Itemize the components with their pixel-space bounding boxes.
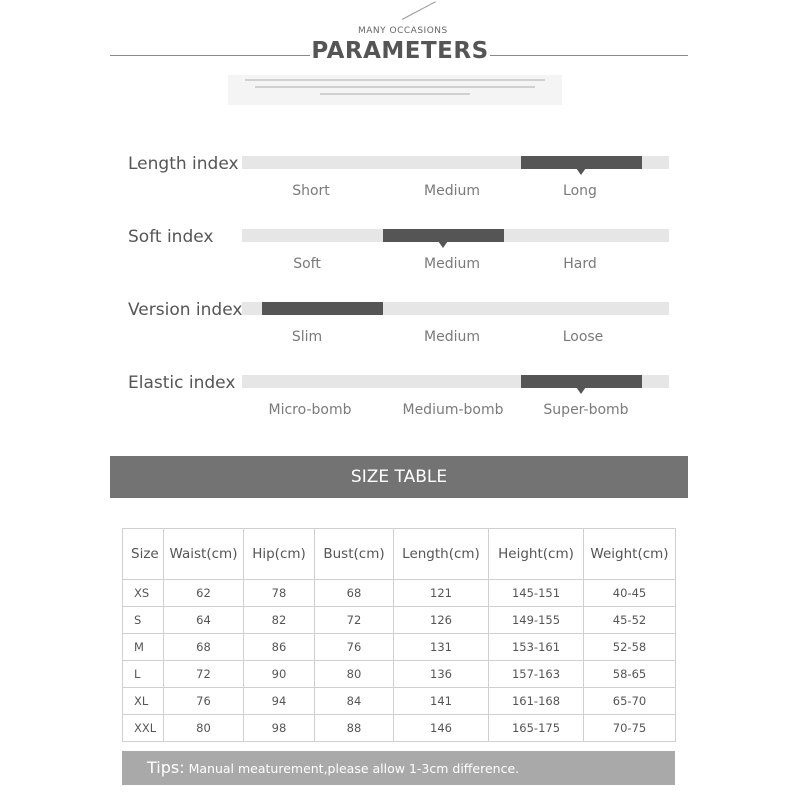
param-row-elastic [0, 373, 800, 443]
table-row [123, 580, 676, 607]
param-track [242, 229, 669, 242]
table-cell: 165-175 [489, 715, 584, 742]
table-cell: 84 [315, 688, 394, 715]
param-row-version [0, 300, 800, 370]
param-row-length [0, 154, 800, 224]
table-cell: 82 [244, 607, 315, 634]
table-cell: 146 [394, 715, 489, 742]
param-option: Medium-bomb [402, 402, 504, 418]
column-header: Height(cm) [489, 529, 584, 580]
param-track [242, 302, 669, 315]
table-cell: 72 [164, 661, 244, 688]
table-cell: 153-161 [489, 634, 584, 661]
table-header-row [123, 529, 676, 580]
param-option: Loose [562, 329, 604, 345]
tips-text: Manual meaturement,please allow 1-3cm difference. [188, 761, 520, 776]
column-header: Size [123, 529, 164, 580]
table-cell: 157-163 [489, 661, 584, 688]
param-track [242, 375, 669, 388]
param-option: Short [292, 183, 330, 199]
param-option: Soft [293, 256, 321, 272]
table-cell: 52-58 [584, 634, 676, 661]
pointer-triangle-icon [438, 241, 448, 248]
table-cell: 141 [394, 688, 489, 715]
table-cell: 94 [244, 688, 315, 715]
param-label: Version index [128, 300, 243, 320]
tips-bar [122, 751, 675, 785]
column-header: Hip(cm) [244, 529, 315, 580]
table-cell: 90 [244, 661, 315, 688]
table-cell: S [123, 607, 164, 634]
table-cell: M [123, 634, 164, 661]
param-label: Length index [128, 154, 239, 174]
table-cell: 70-75 [584, 715, 676, 742]
page-title: PARAMETERS [311, 38, 489, 64]
table-cell: 98 [244, 715, 315, 742]
column-header: Weight(cm) [584, 529, 676, 580]
param-option: Medium [424, 329, 480, 345]
table-cell: 121 [394, 580, 489, 607]
column-header: Bust(cm) [315, 529, 394, 580]
param-option-selected: Medium [424, 256, 480, 272]
table-cell: 78 [244, 580, 315, 607]
param-label: Elastic index [128, 373, 236, 393]
size-table-grid [122, 528, 676, 742]
table-cell: 161-168 [489, 688, 584, 715]
table-cell: 65-70 [584, 688, 676, 715]
param-label: Soft index [128, 227, 214, 247]
table-cell: 76 [164, 688, 244, 715]
table-cell: 149-155 [489, 607, 584, 634]
param-row-soft [0, 227, 800, 297]
table-cell: 80 [164, 715, 244, 742]
table-cell: 68 [315, 580, 394, 607]
column-header: Waist(cm) [164, 529, 244, 580]
param-track [242, 156, 669, 169]
table-cell: 58-65 [584, 661, 676, 688]
table-cell: 40-45 [584, 580, 676, 607]
table-cell: XL [123, 688, 164, 715]
table-cell: 64 [164, 607, 244, 634]
table-cell: 62 [164, 580, 244, 607]
table-row [123, 688, 676, 715]
pointer-triangle-icon [576, 387, 586, 394]
pointer-triangle-icon [576, 168, 586, 175]
table-cell: 145-151 [489, 580, 584, 607]
table-cell: 126 [394, 607, 489, 634]
header [0, 0, 800, 110]
table-cell: XXL [123, 715, 164, 742]
table-row [123, 634, 676, 661]
table-cell: 136 [394, 661, 489, 688]
table-row [123, 607, 676, 634]
table-cell: 76 [315, 634, 394, 661]
table-cell: 131 [394, 634, 489, 661]
fine-print-block [228, 75, 562, 105]
table-row [123, 715, 676, 742]
column-header: Length(cm) [394, 529, 489, 580]
param-option: Hard [563, 256, 597, 272]
param-option: Medium [424, 183, 480, 199]
param-option-selected: Super-bomb [543, 402, 629, 418]
param-option: Micro-bomb [268, 402, 352, 418]
table-row [123, 661, 676, 688]
table-cell: 88 [315, 715, 394, 742]
size-table [122, 528, 675, 742]
table-cell: 72 [315, 607, 394, 634]
subtitle: MANY OCCASIONS [358, 26, 448, 36]
tips-label: Tips: [147, 758, 185, 777]
size-table-banner: SIZE TABLE [110, 456, 688, 498]
table-cell: 45-52 [584, 607, 676, 634]
table-cell: 68 [164, 634, 244, 661]
table-cell: L [123, 661, 164, 688]
decorative-slash [402, 1, 436, 20]
param-option-selected: Slim [291, 329, 323, 345]
param-option-selected: Long [563, 183, 597, 199]
table-cell: XS [123, 580, 164, 607]
table-cell: 86 [244, 634, 315, 661]
param-fill [262, 302, 383, 315]
table-cell: 80 [315, 661, 394, 688]
